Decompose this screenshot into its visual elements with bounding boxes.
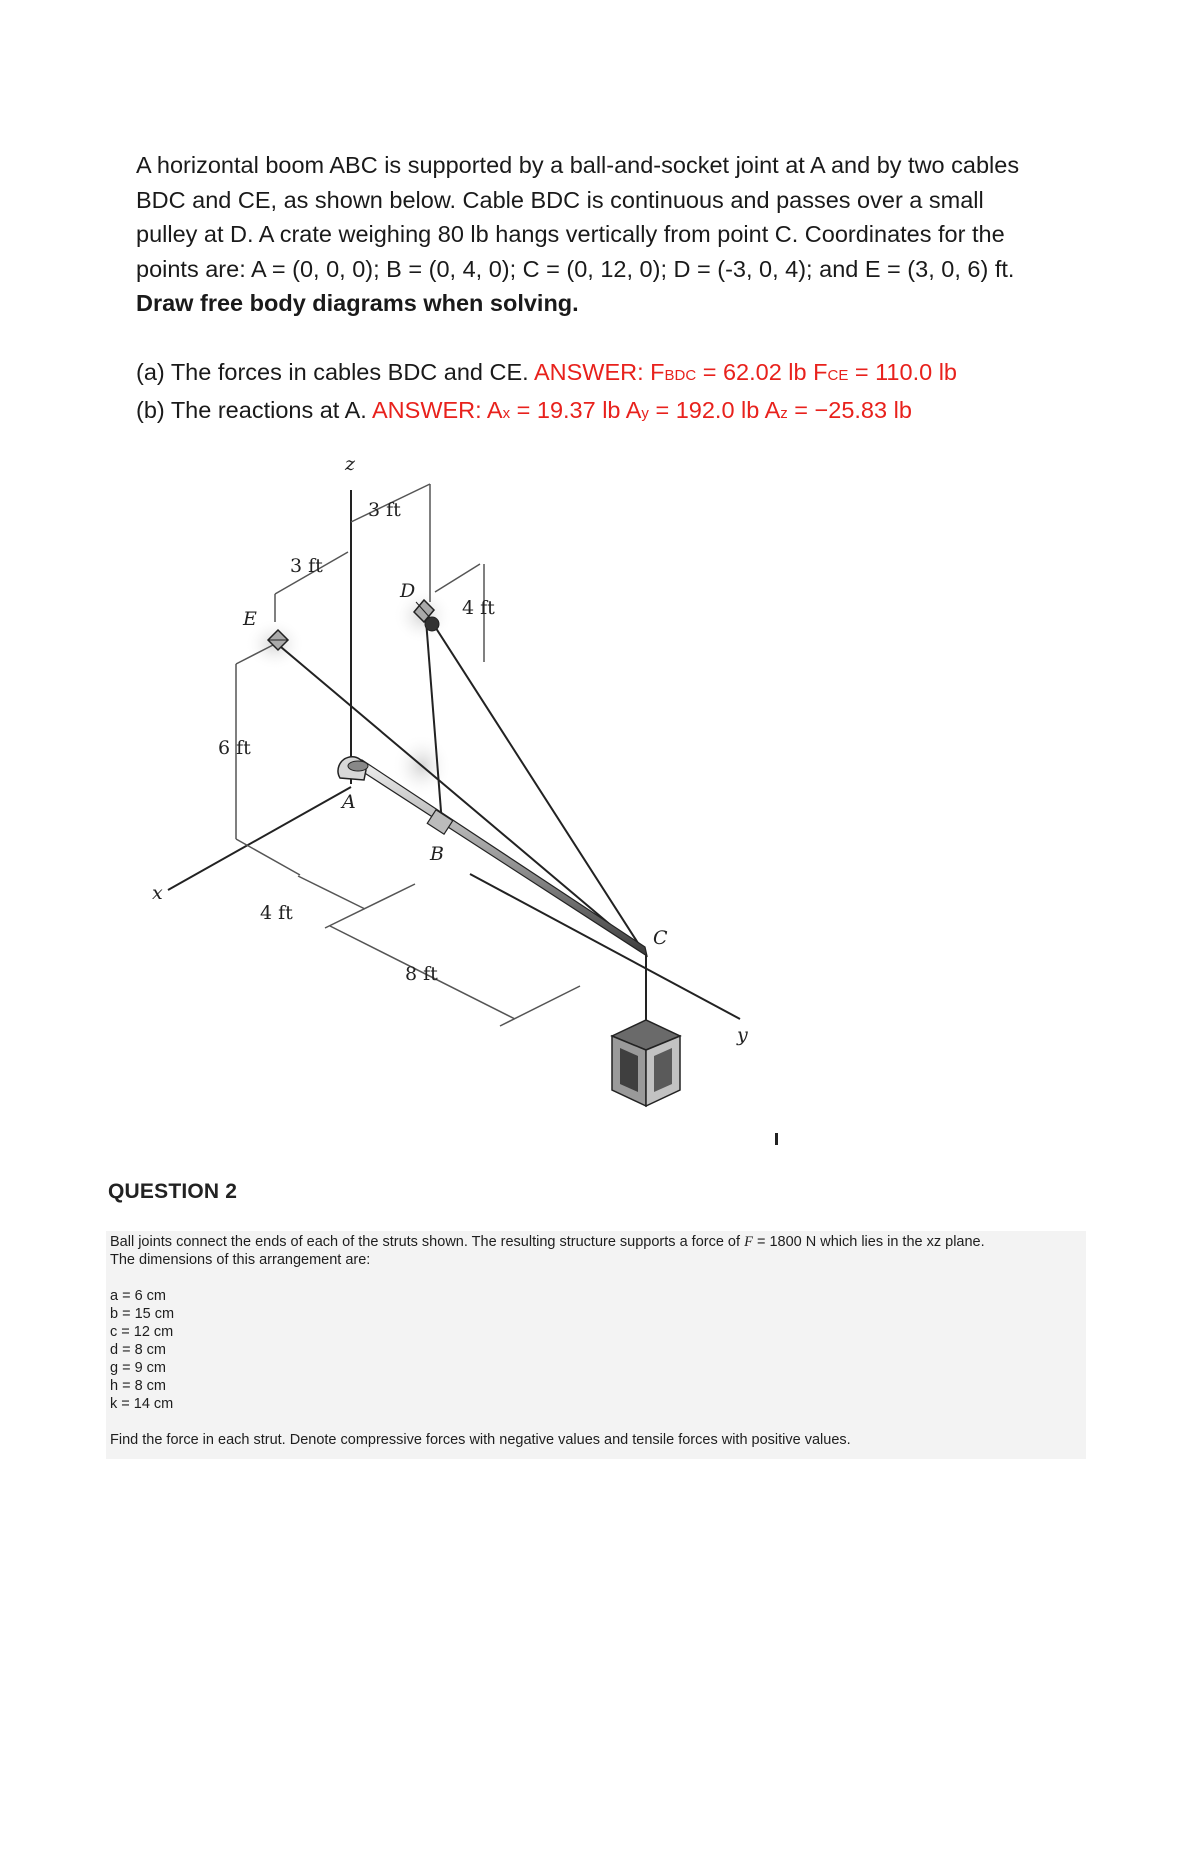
x-axis <box>168 787 351 890</box>
dimension-item: h = 8 cm <box>110 1378 167 1394</box>
part-b-answer-prefix: ANSWER: A <box>372 397 503 423</box>
dimension-item: c = 12 cm <box>110 1324 174 1340</box>
instruction: Draw free body diagrams when solving. <box>136 290 579 316</box>
part-a-answer-prefix: ANSWER: F <box>533 358 665 385</box>
d-projection <box>435 564 480 592</box>
question2-intro <box>110 1231 1082 1269</box>
dimension-list <box>110 1287 1082 1413</box>
dimension-item: k = 14 cm <box>110 1396 174 1412</box>
dim-8ft-label: 8 ft <box>405 963 438 985</box>
dimension-item: g = 9 cm <box>110 1360 167 1376</box>
boom-abc <box>360 760 647 956</box>
label-x-axis: x <box>152 882 163 904</box>
part-a <box>136 355 1096 394</box>
dim-3ft-top-label: 3 ft <box>368 499 401 521</box>
dim-4ft-bottom-line <box>298 876 365 909</box>
label-a: A <box>342 791 356 813</box>
boom-diagram <box>140 444 800 1164</box>
cable-dc <box>432 622 645 954</box>
part-a-sub-ce: CE <box>827 366 849 384</box>
part-a-question: (a) The forces in cables BDC and CE. <box>136 358 534 385</box>
force-symbol: F <box>744 1234 753 1250</box>
question2-box <box>106 1231 1086 1459</box>
y-axis <box>470 874 740 1019</box>
intro-line-1: A horizontal boom ABC is supported by a ball-and-socket joint at A and by two cables <box>136 152 1020 178</box>
part-a-answer <box>534 359 957 385</box>
part-b-value-3: = −25.83 lb <box>787 397 912 423</box>
question2-intro-line2: The dimensions of this arrangement are: <box>110 1252 371 1268</box>
answers <box>136 355 1096 432</box>
part-a-value-2: = 110.0 lb <box>848 358 957 385</box>
label-d: D <box>400 580 416 602</box>
label-e: E <box>243 608 257 630</box>
part-b-value-2: = 192.0 lb A <box>648 397 781 423</box>
dim-4ft-bottom-label: 4 ft <box>260 902 293 924</box>
label-c: C <box>653 927 668 949</box>
dim-tick-c <box>500 986 580 1026</box>
part-a-sub-bdc: BDC <box>664 366 697 384</box>
intro-line-4: points are: A = (0, 0, 0); B = (0, 4, 0); C = (0, 12, 0); D = (-3, 0, 4); and E = (3, 0, 6) ft. <box>136 255 1015 282</box>
ball-a <box>348 761 368 771</box>
dimension-item: b = 15 cm <box>110 1306 175 1322</box>
question2-intro-part1: Ball joints connect the ends of each of the struts shown. The resulting structure supports a force of <box>110 1234 745 1250</box>
label-z-axis: z <box>345 453 356 475</box>
part-b-sub-x: x <box>502 405 511 422</box>
part-b-sub-z: z <box>780 405 788 422</box>
question2-heading: QUESTION 2 <box>108 1180 238 1203</box>
intro-line-2: BDC and CE, as shown below. Cable BDC is continuous and passes over a small <box>136 186 984 213</box>
dimension-item: d = 8 cm <box>110 1342 167 1358</box>
part-b <box>136 393 1096 432</box>
part-b-answer <box>372 397 912 423</box>
question1-block <box>136 148 1096 432</box>
e-base-line <box>236 839 300 875</box>
dimension-item: a = 6 cm <box>110 1288 167 1304</box>
label-y-axis: y <box>737 1024 748 1046</box>
part-b-value-1: = 19.37 lb A <box>510 397 642 423</box>
boom-diagram-svg <box>140 444 800 1164</box>
question2-ask: Find the force in each strut. Denote compressive forces with negative values and tensile forces with positive values. <box>110 1432 851 1448</box>
intro-line-3: pulley at D. A crate weighing 80 lb hangs vertically from point C. Coordinates for the <box>136 221 1005 247</box>
question2-intro-part2: = 1800 N which lies in the xz plane. <box>752 1234 985 1250</box>
dim-3ft-left-label: 3 ft <box>290 555 323 577</box>
dim-4ft-right-label: 4 ft <box>462 597 495 619</box>
part-b-question: (b) The reactions at A. <box>136 397 372 423</box>
part-b-sub-y: y <box>641 405 649 422</box>
part-a-value-1: = 62.02 lb F <box>696 358 828 385</box>
pulley-d <box>425 617 439 631</box>
dim-tick-b <box>325 884 415 928</box>
dim-6ft-label: 6 ft <box>218 737 251 759</box>
text-cursor-mark <box>775 1133 778 1145</box>
label-b: B <box>430 843 444 865</box>
